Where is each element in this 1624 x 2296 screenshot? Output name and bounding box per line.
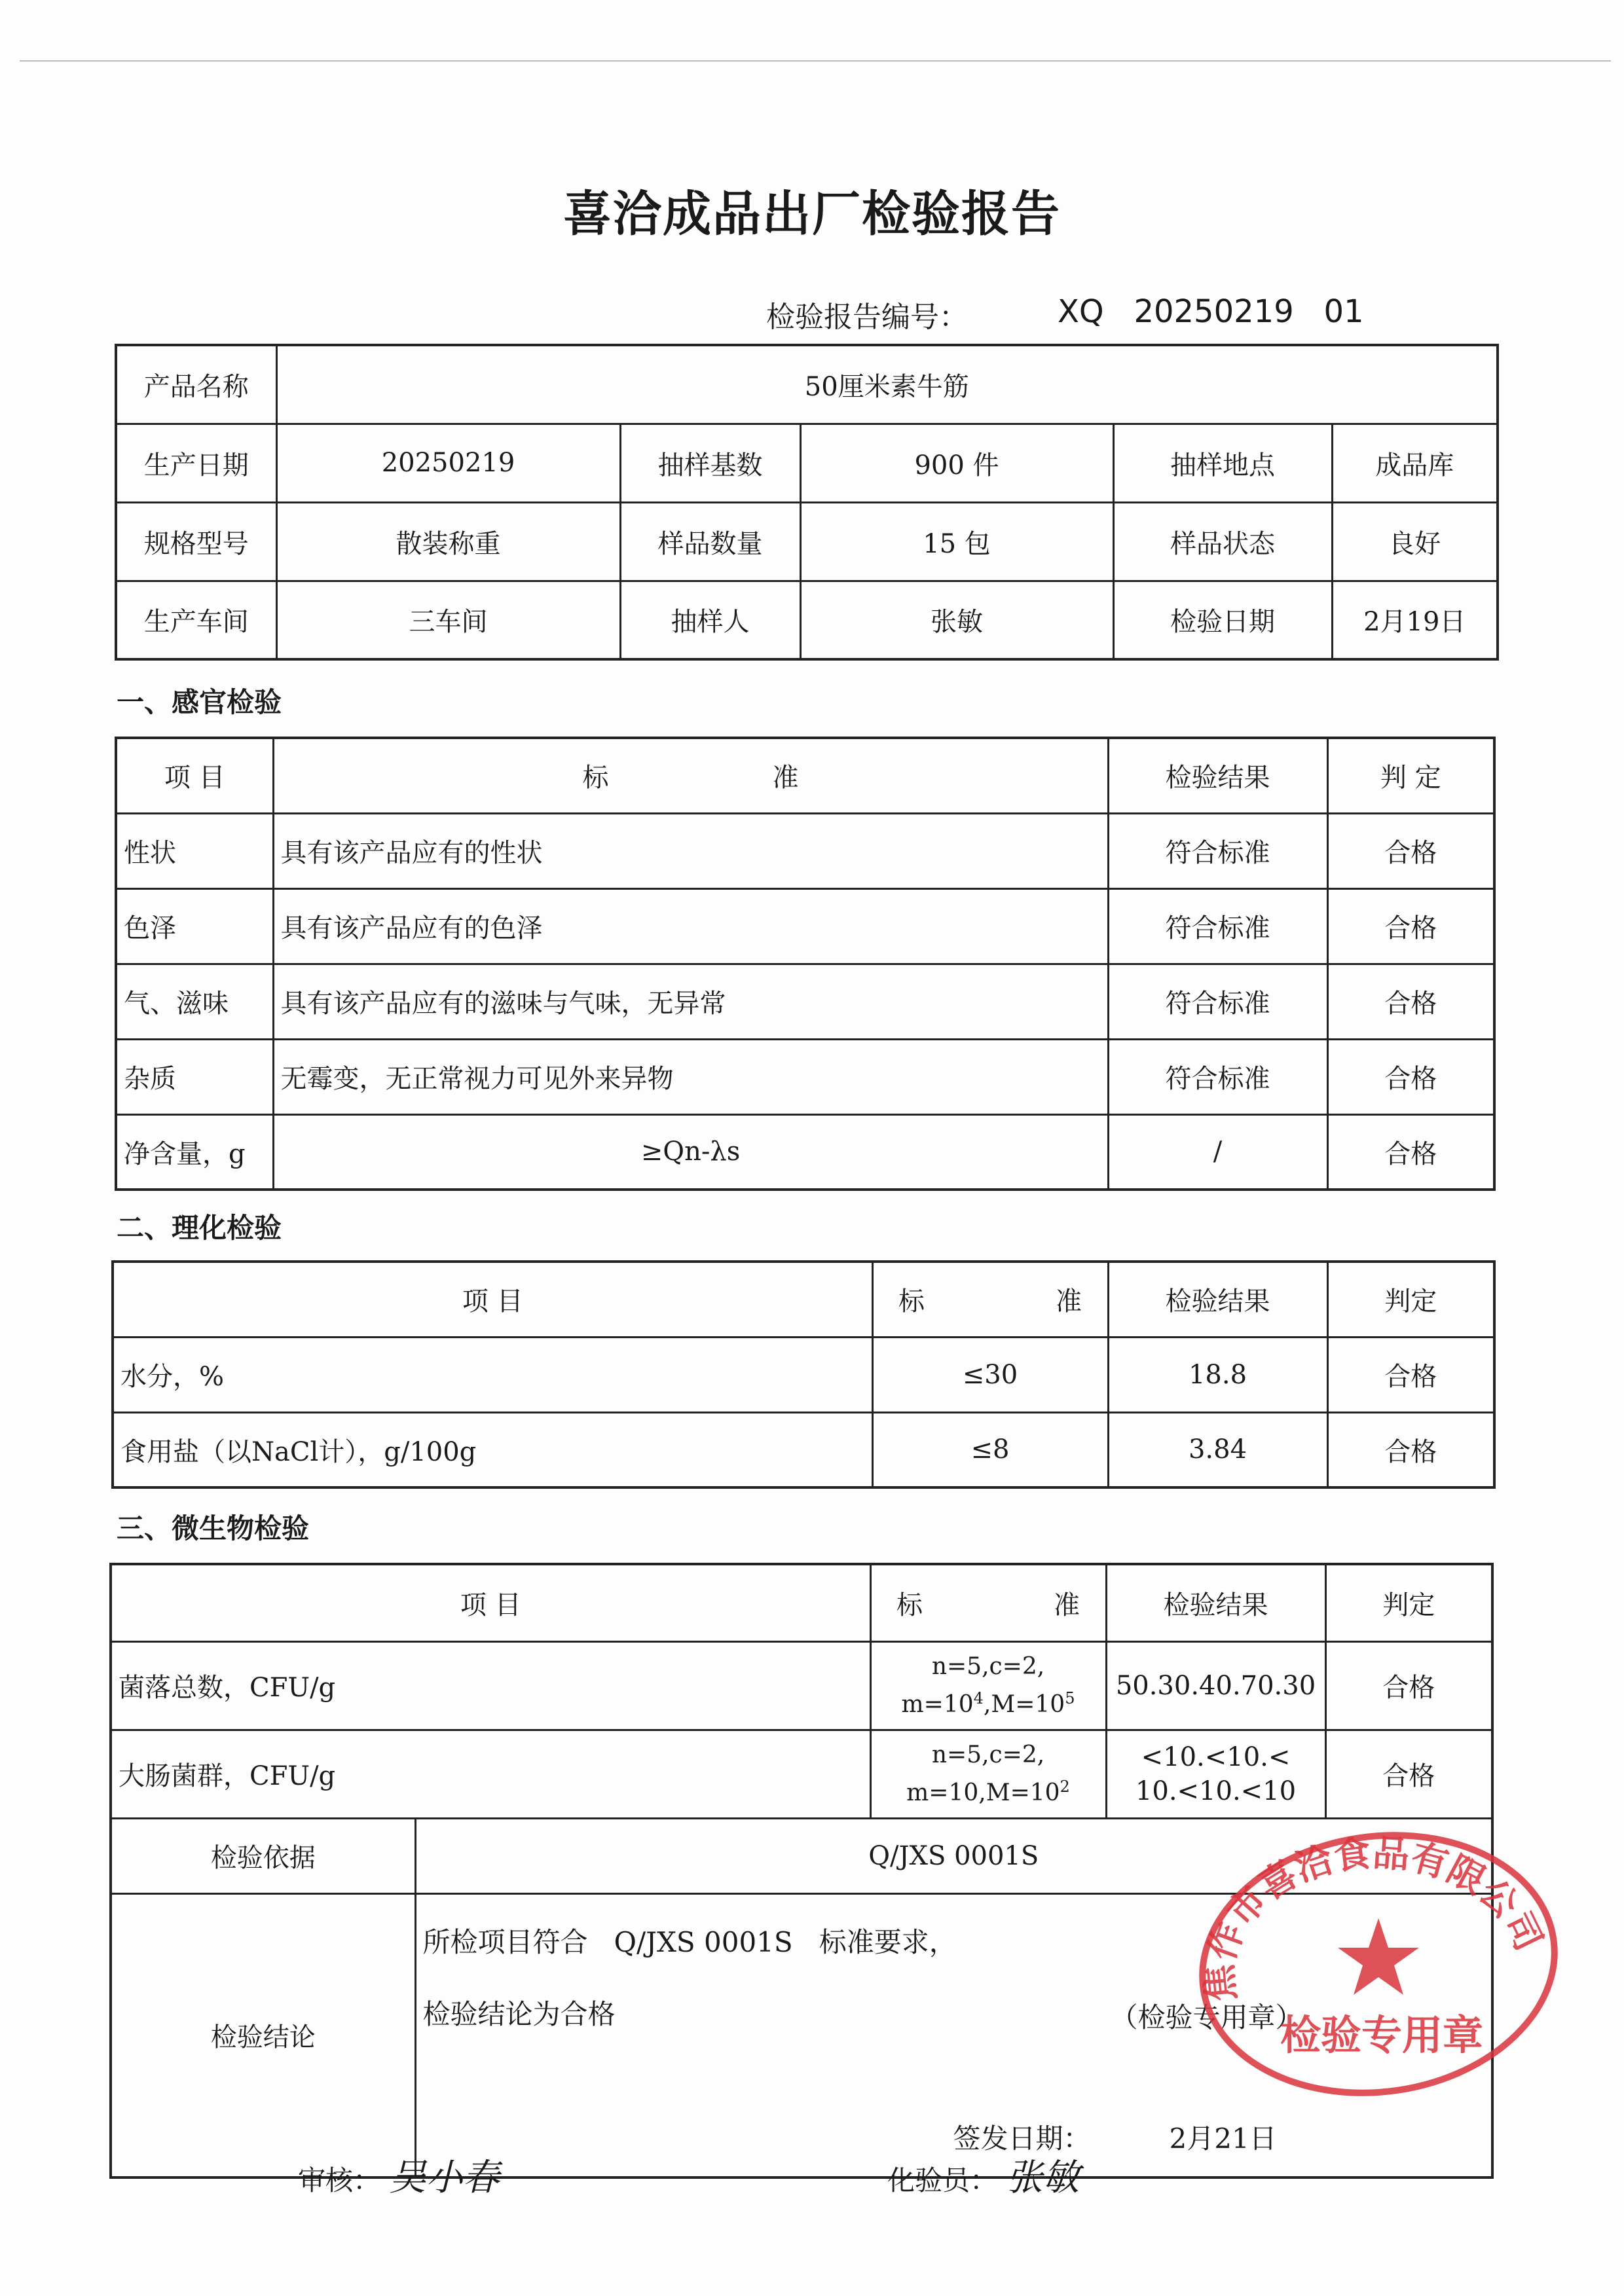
report-title: 喜洽成品出厂检验报告	[563, 186, 1061, 242]
spec-label: 规格型号	[116, 502, 276, 581]
item-cell: 大肠菌群，CFU/g	[111, 1730, 870, 1818]
result-line-1: 50.30.40.70.30	[1115, 1670, 1316, 1701]
col-judge: 判 定	[1327, 738, 1494, 813]
standard-line-2	[876, 1771, 1101, 1809]
item-cell: 净含量，g	[116, 1114, 273, 1190]
table-row	[116, 888, 1494, 964]
reviewer-signature	[298, 2149, 499, 2201]
judge-cell: 合格	[1325, 1641, 1492, 1730]
judge-cell: 合格	[1327, 1412, 1494, 1487]
col-result: 检验结果	[1106, 1564, 1325, 1641]
col-standard	[870, 1564, 1106, 1641]
reviewer-label: 审核：	[298, 2164, 381, 2196]
standard-line-2	[876, 1683, 1101, 1721]
inspector-label: 化验员：	[887, 2164, 998, 2196]
table-row	[113, 1337, 1494, 1412]
micro-heading: 三、微生物检验	[117, 1512, 310, 1544]
result-cell: 18.8	[1108, 1337, 1327, 1412]
workshop-label: 生产车间	[116, 581, 276, 659]
standard-cell: ≤30	[872, 1337, 1108, 1412]
reviewer-name: 吴小春	[389, 2157, 500, 2199]
table-row	[116, 1114, 1494, 1190]
result-line-2: 10.<10.<10	[1135, 1776, 1297, 1806]
result-cell: 符合标准	[1108, 813, 1327, 888]
physchem-table	[111, 1260, 1496, 1489]
sample-state-value: 良好	[1332, 502, 1498, 581]
report-number-label: 检验报告编号：	[766, 301, 968, 334]
product-name-label: 产品名称	[116, 345, 276, 424]
standard-line-1: n=5,c=2,	[931, 1741, 1045, 1768]
item-cell: 菌落总数，CFU/g	[111, 1641, 870, 1730]
workshop-value: 三车间	[276, 581, 620, 659]
col-item: 项 目	[113, 1262, 872, 1337]
sample-place-value: 成品库	[1332, 424, 1498, 502]
sample-place-label: 抽样地点	[1113, 424, 1332, 502]
item-cell: 杂质	[116, 1039, 273, 1114]
result-cell: /	[1108, 1114, 1327, 1190]
col-standard-a: 标	[582, 763, 609, 793]
result-cell: 符合标准	[1108, 964, 1327, 1039]
scan-edge-line	[20, 60, 1611, 62]
result-cell: 3.84	[1108, 1412, 1327, 1487]
table-row	[111, 1730, 1492, 1818]
judge-cell: 合格	[1327, 1114, 1494, 1190]
standard-cell	[870, 1641, 1106, 1730]
sample-base-label: 抽样基数	[620, 424, 800, 502]
basis-value: Q/JXS 0001S	[415, 1818, 1492, 1893]
item-cell: 性状	[116, 813, 273, 888]
spec-value: 散装称重	[276, 502, 620, 581]
stamp-note: （检验专用章）	[1110, 2001, 1303, 2033]
col-standard-b: 准	[772, 763, 799, 793]
inspection-stamp	[1192, 1827, 1565, 2102]
sensory-table	[115, 737, 1496, 1191]
prod-date-label: 生产日期	[116, 424, 276, 502]
product-name-value: 50厘米素牛筋	[276, 345, 1498, 424]
col-item: 项 目	[111, 1564, 870, 1641]
standard-line-1: n=5,c=2,	[931, 1652, 1045, 1680]
inspector-name: 张敏	[1006, 2157, 1080, 2199]
table-row	[111, 1641, 1492, 1730]
col-standard-a: 标	[896, 1590, 923, 1620]
sensory-heading: 一、感官检验	[117, 686, 282, 718]
standard-cell: 无霉变，无正常视力可见外来异物	[273, 1039, 1108, 1114]
inspector-signature	[887, 2149, 1079, 2201]
judge-cell: 合格	[1327, 888, 1494, 964]
stamp-purpose: 检验专用章	[1280, 2011, 1484, 2059]
standard-m: m=10	[901, 1690, 974, 1718]
result-cell: 符合标准	[1108, 888, 1327, 964]
item-cell: 食用盐（以NaCl计），g/100g	[113, 1412, 872, 1487]
col-judge: 判定	[1325, 1564, 1492, 1641]
col-standard-a: 标	[898, 1286, 925, 1317]
judge-cell: 合格	[1327, 813, 1494, 888]
table-row	[113, 1412, 1494, 1487]
judge-cell: 合格	[1325, 1730, 1492, 1818]
result-cell	[1106, 1730, 1325, 1818]
inspect-date-label: 检验日期	[1113, 581, 1332, 659]
conclusion-label: 检验结论	[111, 1893, 415, 2178]
standard-cell: ≥Qn-λs	[273, 1114, 1108, 1190]
item-cell: 水分，%	[113, 1337, 872, 1412]
standard-M-exp: 5	[1065, 1688, 1075, 1707]
col-standard-b: 准	[1056, 1286, 1082, 1317]
col-standard	[872, 1262, 1108, 1337]
stamp-org: 焦作市喜洽食品有限公司	[1198, 1832, 1551, 2003]
result-cell: 符合标准	[1108, 1039, 1327, 1114]
conclusion-line-2: 检验结论为合格	[422, 1997, 616, 2030]
prod-date-value: 20250219	[276, 424, 620, 502]
standard-M: ,M=10	[983, 1690, 1065, 1718]
sample-state-label: 样品状态	[1113, 502, 1332, 581]
sample-qty-value: 15 包	[800, 502, 1113, 581]
standard-mM: m=10,M=10	[906, 1779, 1060, 1806]
col-judge: 判定	[1327, 1262, 1494, 1337]
standard-cell: 具有该产品应有的性状	[273, 813, 1108, 888]
judge-cell: 合格	[1327, 1337, 1494, 1412]
col-item: 项 目	[116, 738, 273, 813]
standard-cell	[870, 1730, 1106, 1818]
judge-cell: 合格	[1327, 1039, 1494, 1114]
standard-M-exp: 2	[1060, 1777, 1070, 1796]
report-number	[766, 293, 1364, 335]
stamp-star-icon	[1338, 1918, 1419, 1995]
item-cell: 气、滋味	[116, 964, 273, 1039]
standard-cell: ≤8	[872, 1412, 1108, 1487]
sample-qty-label: 样品数量	[620, 502, 800, 581]
col-standard	[273, 738, 1108, 813]
sample-base-value: 900 件	[800, 424, 1113, 502]
table-row	[116, 813, 1494, 888]
col-standard-b: 准	[1054, 1590, 1080, 1620]
standard-m-exp: 4	[973, 1688, 984, 1707]
basis-label: 检验依据	[111, 1818, 415, 1893]
item-cell: 色泽	[116, 888, 273, 964]
col-result: 检验结果	[1108, 738, 1327, 813]
physchem-heading: 二、理化检验	[117, 1212, 282, 1244]
standard-cell: 具有该产品应有的滋味与气味，无异常	[273, 964, 1108, 1039]
issue-date-value: 2月21日	[1169, 2122, 1277, 2155]
result-cell	[1106, 1641, 1325, 1730]
issue-date-label: 签发日期：	[953, 2122, 1091, 2155]
table-row	[116, 1039, 1494, 1114]
sampler-label: 抽样人	[620, 581, 800, 659]
judge-cell: 合格	[1327, 964, 1494, 1039]
inspect-date-value: 2月19日	[1332, 581, 1498, 659]
col-result: 检验结果	[1108, 1262, 1327, 1337]
product-info-table	[115, 344, 1499, 661]
table-row	[116, 964, 1494, 1039]
conclusion-line-1: 所检项目符合 Q/JXS 0001S 标准要求，	[422, 1925, 957, 1958]
standard-cell: 具有该产品应有的色泽	[273, 888, 1108, 964]
report-number-value: XQ 20250219 01	[1058, 293, 1364, 330]
sampler-value: 张敏	[800, 581, 1113, 659]
result-line-1: <10.<10.<	[1141, 1741, 1291, 1772]
